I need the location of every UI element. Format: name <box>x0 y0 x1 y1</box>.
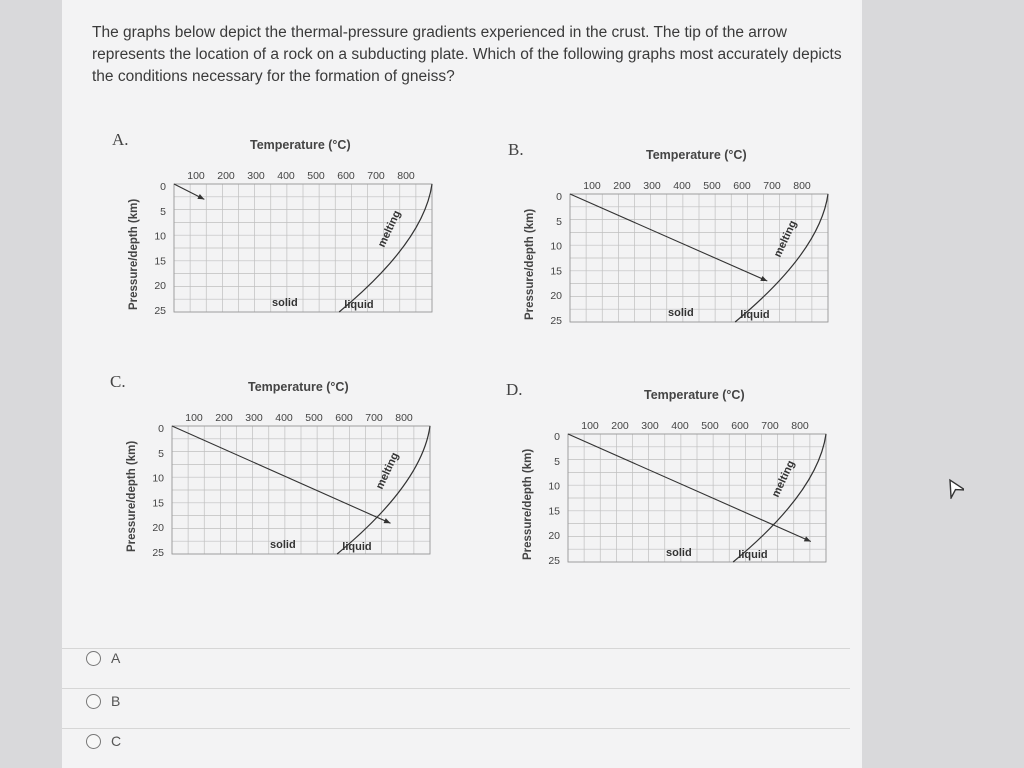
x-tick-label: 700 <box>763 180 781 192</box>
x-tick-label: 400 <box>277 170 295 182</box>
option-c[interactable] <box>86 733 121 749</box>
x-tick-label: 600 <box>337 170 355 182</box>
y-tick-label: 25 <box>152 547 164 559</box>
y-tick-label: 15 <box>550 265 562 278</box>
x-tick-label: 500 <box>307 170 325 182</box>
option-a[interactable] <box>86 650 120 666</box>
graph-letter: B. <box>508 140 524 159</box>
y-tick-label: 15 <box>152 497 164 510</box>
solid-label: solid <box>272 297 298 309</box>
graph-plot <box>506 380 886 580</box>
divider <box>62 728 850 729</box>
x-tick-label: 100 <box>583 180 601 192</box>
x-tick-label: 300 <box>641 420 659 432</box>
y-tick-label: 25 <box>550 315 562 327</box>
y-tick-label: 20 <box>152 522 164 535</box>
y-tick-label: 20 <box>550 290 562 303</box>
solid-label: solid <box>668 307 694 319</box>
mouse-cursor-icon <box>944 477 964 499</box>
option-b-label: B <box>111 693 121 709</box>
y-tick-label: 25 <box>548 555 560 567</box>
melting-label: melting <box>375 208 404 250</box>
x-tick-label: 100 <box>187 170 205 182</box>
x-tick-label: 700 <box>365 412 383 424</box>
option-b[interactable] <box>86 693 120 709</box>
x-tick-label: 500 <box>305 412 323 424</box>
x-tick-label: 200 <box>215 412 233 424</box>
melting-label: melting <box>771 218 800 260</box>
depth-axis-label: Pressure/depth (km) <box>126 440 138 552</box>
radio-c[interactable] <box>86 734 101 749</box>
subduction-arrow <box>172 426 391 523</box>
depth-axis-label: Pressure/depth (km) <box>524 208 536 320</box>
option-a-label: A <box>111 650 121 666</box>
graph-a <box>112 130 492 330</box>
graph-d <box>506 380 886 580</box>
temperature-title: Temperature (°C) <box>646 148 747 162</box>
temperature-title: Temperature (°C) <box>250 138 351 152</box>
y-tick-label: 0 <box>554 431 560 443</box>
temperature-title: Temperature (°C) <box>248 380 349 394</box>
radio-a[interactable] <box>86 651 101 666</box>
depth-axis-label: Pressure/depth (km) <box>522 448 534 560</box>
radio-b[interactable] <box>86 694 101 709</box>
y-tick-label: 20 <box>548 530 560 543</box>
y-tick-label: 5 <box>158 447 164 460</box>
x-tick-label: 300 <box>643 180 661 192</box>
x-tick-label: 800 <box>793 180 811 192</box>
y-tick-label: 15 <box>154 255 166 268</box>
graph-plot <box>508 140 888 340</box>
x-tick-label: 100 <box>185 412 203 424</box>
liquid-label: liquid <box>342 541 372 553</box>
x-tick-label: 600 <box>731 420 749 432</box>
x-tick-label: 100 <box>581 420 599 432</box>
graph-letter: A. <box>112 130 129 149</box>
liquid-label: liquid <box>738 549 768 561</box>
x-tick-label: 500 <box>703 180 721 192</box>
solid-label: solid <box>270 539 296 551</box>
x-tick-label: 200 <box>611 420 629 432</box>
graph-c <box>110 372 490 572</box>
liquid-label: liquid <box>740 309 770 321</box>
depth-axis-label: Pressure/depth (km) <box>128 198 140 310</box>
question-text: The graphs below depict the thermal-pressure gradients experienced in the crust. The tip of the arrow represents the location of a rock on a subducting plate. Which of the following graphs most accurately depicts the conditions necessary for the formation of gneiss? <box>92 24 842 85</box>
melting-label: melting <box>373 450 402 492</box>
x-tick-label: 400 <box>671 420 689 432</box>
y-tick-label: 5 <box>160 205 166 218</box>
y-tick-label: 10 <box>548 480 560 493</box>
y-tick-label: 15 <box>548 505 560 518</box>
x-tick-label: 300 <box>245 412 263 424</box>
y-tick-label: 0 <box>556 191 562 203</box>
y-tick-label: 0 <box>158 423 164 435</box>
y-tick-label: 5 <box>554 455 560 468</box>
x-tick-label: 600 <box>335 412 353 424</box>
graph-letter: D. <box>506 380 523 399</box>
x-tick-label: 200 <box>613 180 631 192</box>
option-c-label: C <box>111 733 122 749</box>
graph-plot <box>112 130 492 330</box>
temperature-title: Temperature (°C) <box>644 388 745 402</box>
y-tick-label: 10 <box>154 230 166 243</box>
y-tick-label: 10 <box>152 472 164 485</box>
x-tick-label: 700 <box>367 170 385 182</box>
x-tick-label: 400 <box>275 412 293 424</box>
melting-label: melting <box>769 458 798 500</box>
divider <box>62 688 850 689</box>
x-tick-label: 400 <box>673 180 691 192</box>
y-tick-label: 10 <box>550 240 562 253</box>
x-tick-label: 800 <box>395 412 413 424</box>
graph-b <box>508 140 888 340</box>
x-tick-label: 500 <box>701 420 719 432</box>
x-tick-label: 300 <box>247 170 265 182</box>
y-tick-label: 0 <box>160 181 166 193</box>
graph-plot <box>110 372 490 572</box>
y-tick-label: 5 <box>556 215 562 228</box>
x-tick-label: 700 <box>761 420 779 432</box>
x-tick-label: 600 <box>733 180 751 192</box>
solid-label: solid <box>666 547 692 559</box>
y-tick-label: 20 <box>154 280 166 293</box>
liquid-label: liquid <box>344 299 374 311</box>
graph-letter: C. <box>110 372 126 391</box>
x-tick-label: 800 <box>791 420 809 432</box>
x-tick-label: 800 <box>397 170 415 182</box>
y-tick-label: 25 <box>154 305 166 317</box>
divider <box>62 648 850 649</box>
x-tick-label: 200 <box>217 170 235 182</box>
